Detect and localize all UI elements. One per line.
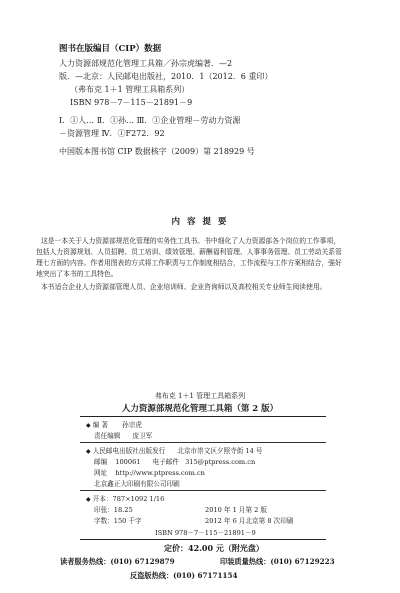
- sheets-value: 印张：18.25: [94, 506, 133, 514]
- hotline-number: (010) 67129223: [270, 557, 335, 566]
- anti-piracy-hotline: [130, 571, 237, 581]
- cip-heading: 图书在版编目（CIP）数据: [59, 44, 162, 54]
- summary-line: 理七方面的内容。作者用图表的方式将工作职责与工作制度相结合，工作流程与工作方案相结合，强好: [36, 259, 342, 267]
- cip-line: （弗布克 1＋1 管理工具箱系列）: [70, 85, 190, 94]
- cip-record-number: 中国版本图书馆 CIP 数据核字（2009）第 218929 号: [59, 147, 255, 156]
- divider: [80, 539, 326, 540]
- summary-paragraph: 本书适合企业人力资源部管理人员、企业培训师、企业咨询师以及高校相关专业师生阅读使用。: [41, 283, 327, 291]
- cip-line: 版．—北京：人民邮电出版社，2010．1（2012．6 重印）: [59, 72, 273, 81]
- summary-line: 地突出了本书的工具特色。: [36, 270, 118, 278]
- edition-value: 2010 年 1 月第 2 版: [205, 506, 268, 514]
- cip-line: Ⅰ．①人… Ⅱ．①孙… Ⅲ．①企业管理－劳动力资源: [59, 116, 241, 125]
- divider: [80, 490, 326, 491]
- diamond-bullet-icon: ◆: [86, 496, 91, 503]
- hotline-label: 印装质量热线：: [220, 557, 271, 566]
- summary-line: 包括人力资源规划、人员招聘、员工培训、绩效管理、薪酬福利管理、人事事务管理、员工劳动关系管: [36, 248, 342, 256]
- cip-line: 人力资源部规范化管理工具箱／孙宗虎编著．—2: [59, 59, 233, 68]
- printer-name: 北京鑫正大印刷有限公司印刷: [94, 480, 180, 488]
- postcode-value: 100061: [115, 458, 141, 466]
- print-quality-hotline: [220, 557, 335, 567]
- series-name: 弗布克 1＋1 管理工具箱系列: [154, 392, 246, 400]
- website-label: 网址: [94, 469, 108, 477]
- words-value: 字数：150 千字: [94, 517, 142, 525]
- postcode-label: 邮编: [94, 458, 108, 466]
- website-link[interactable]: http://www.ptpress.com.cn: [115, 469, 205, 477]
- hotline-label: 读者服务热线：: [60, 557, 111, 566]
- diamond-bullet-icon: ◆: [86, 448, 91, 455]
- printing-value: 2012 年 6 月北京第 8 次印刷: [205, 517, 294, 525]
- summary-heading: 内 容 提 要: [171, 217, 229, 227]
- email-value[interactable]: 315@ptpress.com.cn: [185, 458, 256, 466]
- book-title: 人力资源部规范化管理工具箱（第 2 版）: [121, 404, 279, 414]
- hotline-number: (010) 67129879: [110, 557, 175, 566]
- website-row: [94, 467, 205, 477]
- publisher-row: [86, 445, 263, 455]
- cip-line: －资源管理 Ⅳ．①F272．92: [59, 129, 165, 138]
- hotline-number: (010) 67171154: [173, 571, 238, 580]
- author-name: 孙宗虎: [122, 421, 142, 429]
- author-row: [86, 419, 142, 429]
- email-label: 电子邮件: [152, 458, 179, 466]
- price-value: 定价：42.00 元（附光盘）: [164, 543, 264, 553]
- cip-line: ISBN 978－7－115－21891－9: [70, 98, 193, 107]
- publisher-name: 人民邮电出版社出版发行: [92, 447, 166, 455]
- divider: [80, 416, 326, 417]
- diamond-bullet-icon: ◆: [86, 422, 91, 429]
- editor-name: 庞卫军: [132, 432, 153, 440]
- postcode-row: [94, 456, 255, 466]
- format-value: 开本：787×1092 1/16: [92, 495, 165, 503]
- editor-row: [94, 430, 152, 440]
- reader-service-hotline: [60, 557, 175, 567]
- summary-line: 这是一本关于人力资源部规范化管理的实务性工具书。书中细化了人力资源部各个岗位的工作事项，: [41, 237, 341, 245]
- author-label: 编 著: [92, 421, 109, 429]
- isbn-value: ISBN 978－7－115－21891－9: [155, 529, 256, 537]
- divider: [80, 442, 326, 443]
- format-row: [86, 493, 164, 503]
- hotline-label: 反盗版热线：: [130, 571, 174, 580]
- publisher-address: 北京市崇文区夕照寺街 14 号: [177, 447, 263, 455]
- editor-label: 责任编辑: [94, 432, 121, 440]
